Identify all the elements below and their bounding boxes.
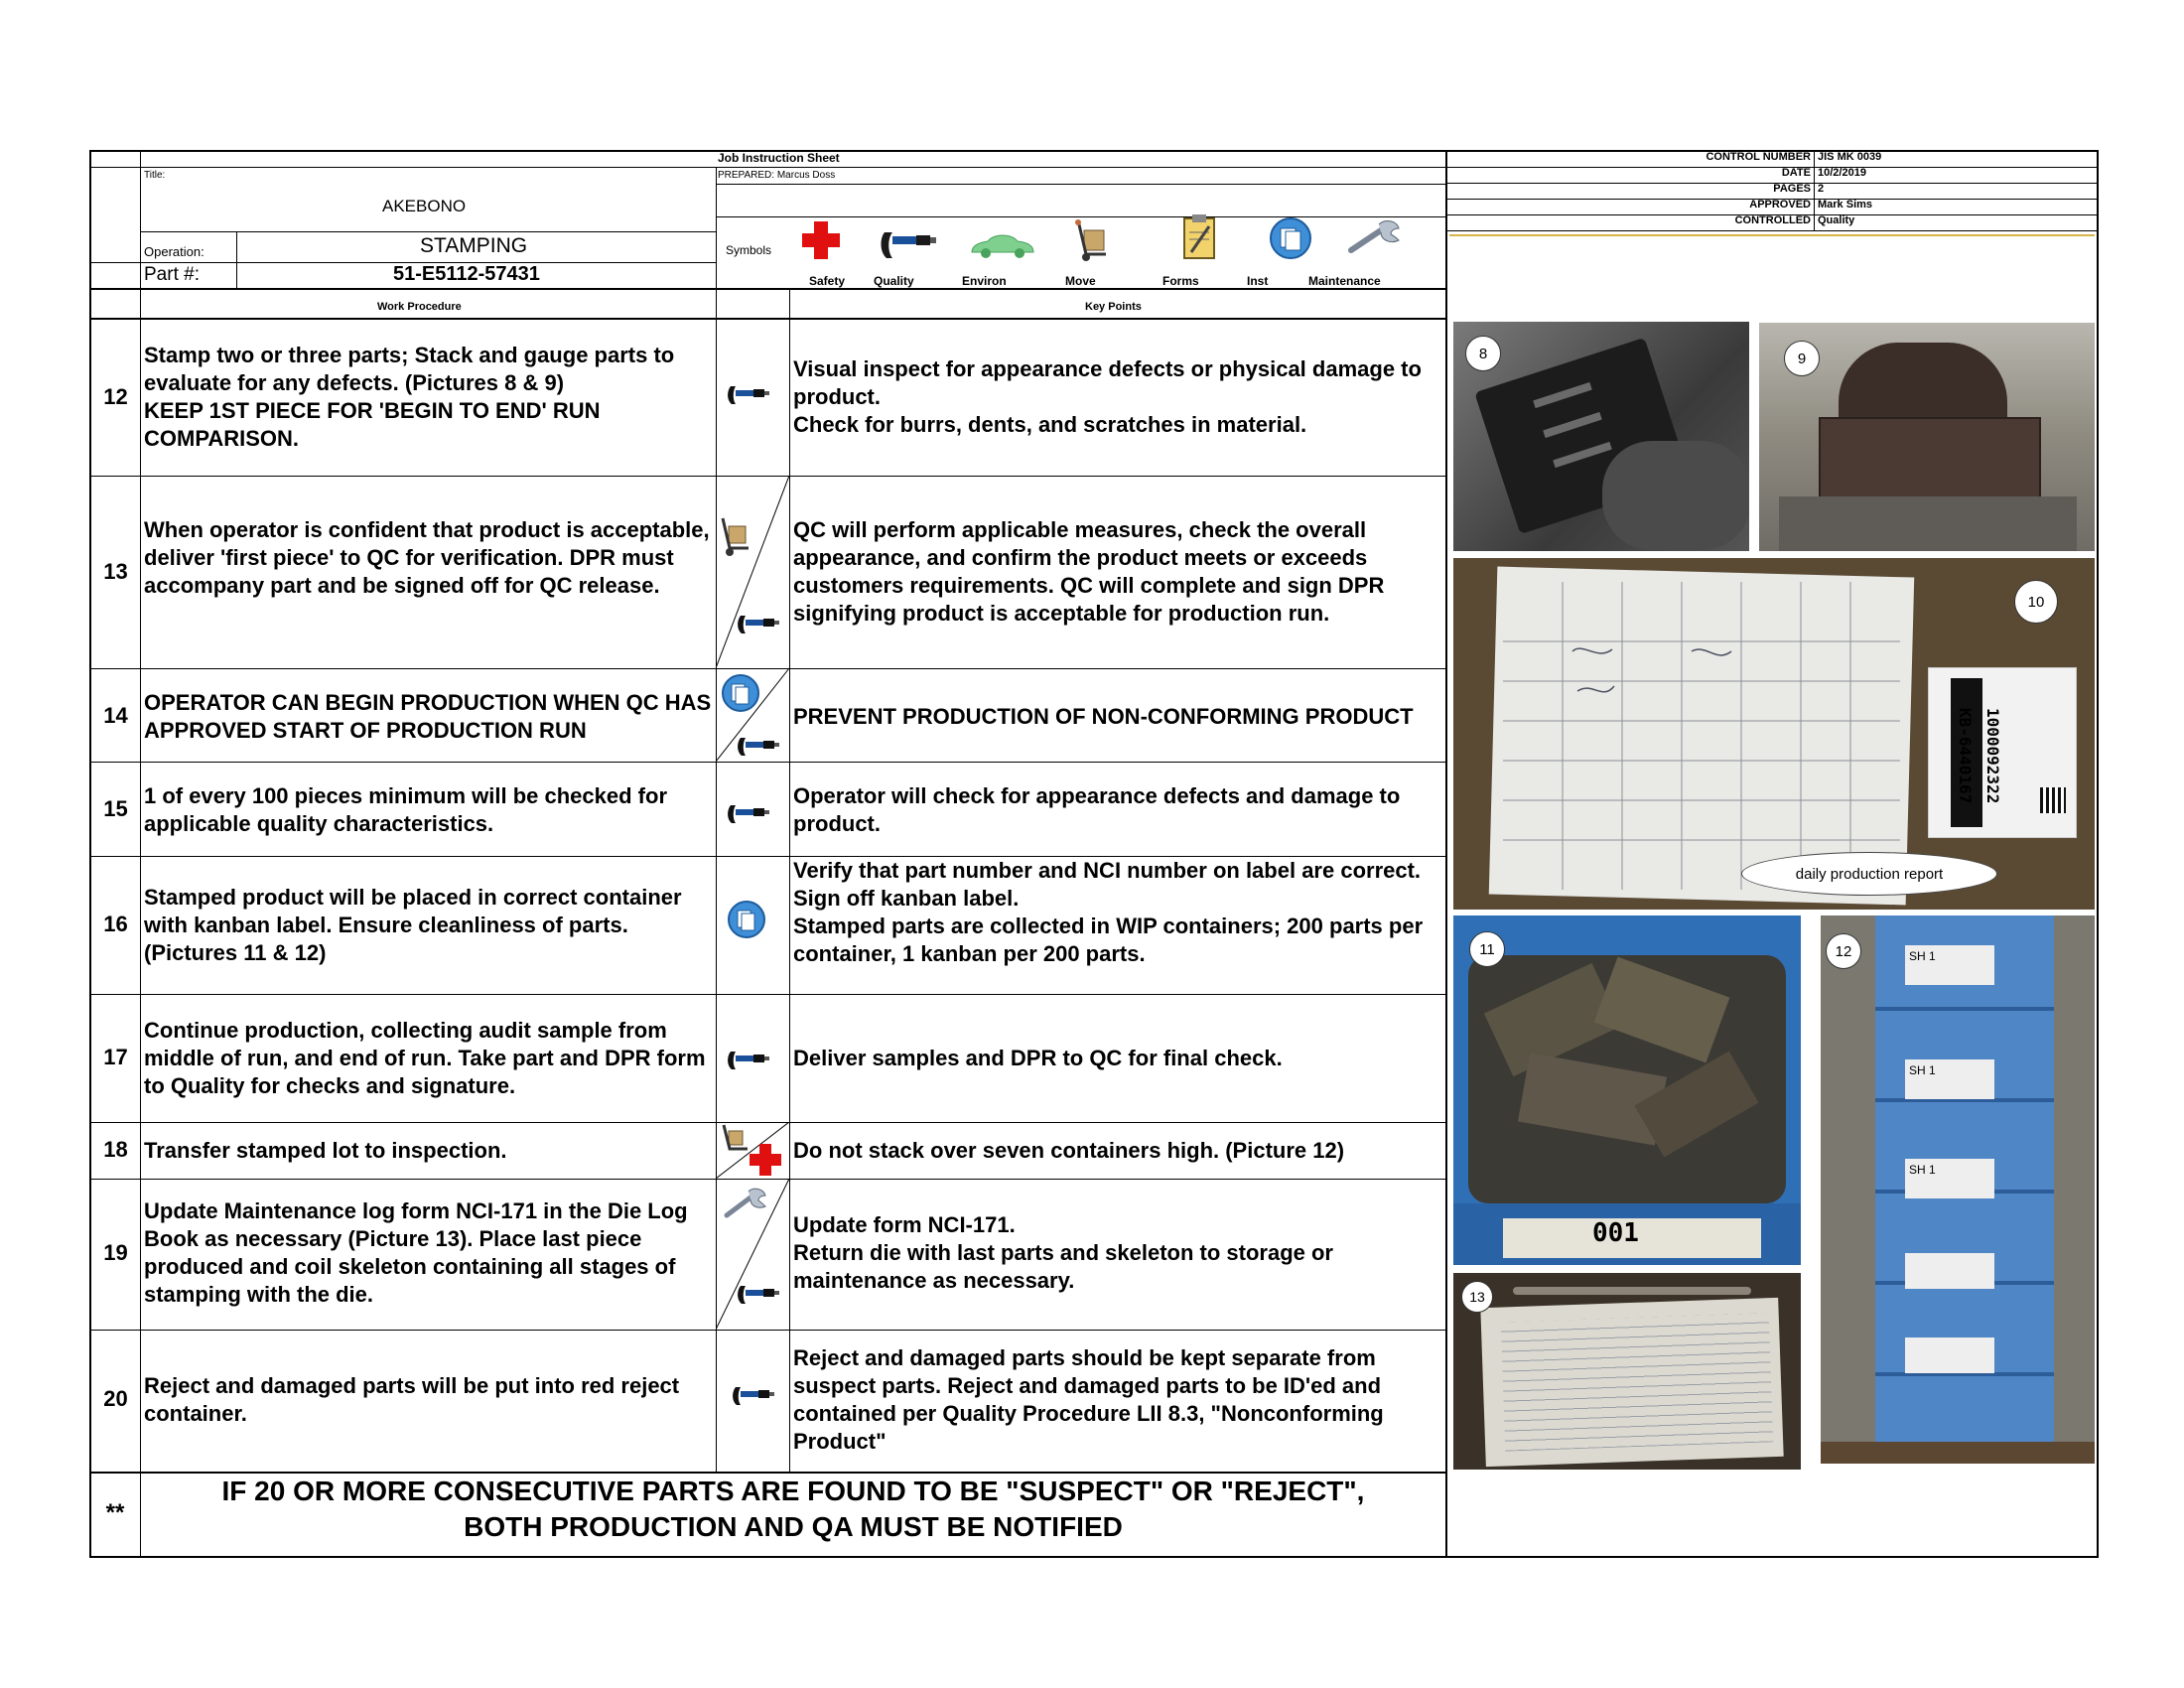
step-16-key-points: Verify that part number and NCI number on label are correct. Sign off kanban label. Stamped parts are collected in WIP containers; 200 parts per container, 1 kanban per 200 parts. — [793, 858, 1424, 966]
title-label: Title: — [144, 170, 166, 181]
quality-icon — [727, 383, 770, 407]
kanban-label: KB-6440167 1000092322 — [1928, 667, 2077, 838]
step-15-key-points: Operator will check for appearance defects and damage to product. — [793, 783, 1401, 836]
pages-label: PAGES — [1773, 183, 1811, 195]
photo-11-parts-in-bin — [1453, 915, 1801, 1265]
clipboard-icon — [1181, 212, 1217, 260]
photo-8-gloved-part — [1453, 322, 1749, 551]
photo-12-stacked-containers: SH 1 SH 1 SH 1 12 — [1821, 915, 2095, 1464]
inst-icon — [727, 900, 766, 939]
operation-value: STAMPING — [420, 234, 528, 257]
company-name: AKEBONO — [382, 197, 467, 215]
control-number: JIS MK 0039 — [1818, 151, 1882, 163]
step-16-procedure: Stamped product will be placed in correct container with kanban label. Ensure cleanliness of parts. (Pictures 11 & 12) — [144, 885, 682, 965]
photo-badge-12: 12 — [1826, 933, 1861, 969]
control-number-label: CONTROL NUMBER — [1706, 151, 1811, 163]
footer-warning-line1: IF 20 OR MORE CONSECUTIVE PARTS ARE FOUND TO BE "SUSPECT" OR "REJECT", — [221, 1476, 1365, 1506]
quality-icon — [727, 1049, 770, 1072]
step-14-procedure: OPERATOR CAN BEGIN PRODUCTION WHEN QC HAS APPROVED START OF PRODUCTION RUN — [144, 690, 712, 743]
step-13-procedure: When operator is confident that product is acceptable, deliver 'first piece' to QC for verification. DPR must accompany part and be signed off for QC release. — [144, 517, 710, 598]
maintenance-icon — [723, 1188, 768, 1219]
step-18-procedure: Transfer stamped lot to inspection. — [144, 1138, 507, 1163]
symbol-label-move: Move — [1065, 274, 1096, 288]
approved-label: APPROVED — [1749, 199, 1811, 211]
step-number-17: 17 — [103, 1045, 128, 1069]
green-car-icon — [968, 230, 1037, 260]
step-14-key-points: PREVENT PRODUCTION OF NON-CONFORMING PRODUCT — [793, 704, 1414, 729]
wrench-icon — [1345, 218, 1405, 258]
operation-label: Operation: — [144, 244, 205, 259]
symbol-label-maintenance: Maintenance — [1308, 274, 1381, 288]
photo-10-daily-production-report — [1453, 558, 2095, 910]
pages-value: 2 — [1818, 183, 1825, 195]
step-15-procedure: 1 of every 100 pieces minimum will be checked for applicable quality characteristics. — [144, 783, 668, 836]
step-12-procedure: Stamp two or three parts; Stack and gauge parts to evaluate for any defects. (Pictures 8 & 9) KEEP 1ST PIECE FOR 'BEGIN TO END' RUN COMPARISON. — [144, 343, 675, 451]
quality-icon — [732, 1384, 775, 1408]
key-points-header: Key Points — [1085, 301, 1142, 313]
document-circle-icon — [1269, 216, 1312, 260]
step-number-19: 19 — [103, 1240, 128, 1265]
date-value: 10/2/2019 — [1818, 167, 1866, 179]
photo-area-top — [1449, 234, 2095, 320]
symbols-label: Symbols — [726, 243, 772, 257]
photo-badge-10: 10 — [2014, 580, 2058, 624]
prepared-label: PREPARED: Marcus Doss — [718, 170, 836, 181]
step-17-procedure: Continue production, collecting audit sample from middle of run, and end of run. Take part and DPR form to Quality for checks and signature. — [144, 1018, 706, 1098]
photo-badge-9: 9 — [1784, 341, 1820, 376]
step-number-20: 20 — [103, 1386, 128, 1411]
bin-label-text: 001 — [1503, 1218, 1761, 1258]
prepared-by: Marcus Doss — [776, 170, 836, 181]
quality-icon — [727, 802, 770, 826]
symbol-label-forms: Forms — [1162, 274, 1199, 288]
symbol-label-quality: Quality — [874, 274, 914, 288]
move-icon — [719, 516, 752, 558]
symbol-label-inst: Inst — [1247, 274, 1269, 288]
step-number-16: 16 — [103, 912, 128, 936]
photo-9-stack-gauge — [1759, 323, 2095, 551]
part-label: Part #: — [144, 264, 200, 285]
approved-value: Mark Sims — [1818, 199, 1873, 211]
micrometer-icon — [879, 226, 938, 262]
sheet-title: Job Instruction Sheet — [718, 151, 840, 165]
step-number-15: 15 — [103, 796, 128, 821]
quality-icon — [737, 1283, 780, 1307]
symbol-label-safety: Safety — [809, 274, 846, 288]
safety-icon — [748, 1142, 783, 1178]
step-number-14: 14 — [103, 703, 128, 728]
quality-icon — [737, 735, 780, 759]
part-number: 51-E5112-57431 — [393, 263, 540, 285]
controlled-value: Quality — [1818, 214, 1855, 226]
footer-warning-line2: BOTH PRODUCTION AND QA MUST BE NOTIFIED — [464, 1511, 1123, 1542]
step-number-12: 12 — [103, 384, 128, 409]
date-label: DATE — [1781, 167, 1811, 179]
step-20-key-points: Reject and damaged parts should be kept separate from suspect parts. Reject and damaged parts to be ID'ed and contained per Quality Procedure LII 8.3, "Nonconforming Product" — [793, 1345, 1384, 1454]
step-12-key-points: Visual inspect for appearance defects or physical damage to product. Check for burrs, dents, and scratches in material. — [793, 356, 1422, 437]
photo-badge-8: 8 — [1465, 336, 1501, 371]
step-19-procedure: Update Maintenance log form NCI-171 in the Die Log Book as necessary (Picture 13). Place last piece produced and coil skeleton containing all stages of stamping with the die. — [144, 1198, 688, 1307]
inst-icon — [721, 673, 760, 713]
symbol-label-environ: Environ — [962, 274, 1007, 288]
step-18-key-points: Do not stack over seven containers high. (Picture 12) — [793, 1138, 1345, 1163]
quality-icon — [737, 613, 780, 636]
photo-13-die-log-book — [1453, 1273, 1801, 1470]
step-number-18: 18 — [103, 1137, 128, 1162]
step-17-key-points: Deliver samples and DPR to QC for final check. — [793, 1046, 1283, 1070]
step-13-key-points: QC will perform applicable measures, check the overall appearance, and confirm the product meets or exceeds customers requirements. QC will complete and sign DPR signifying product is acceptable for production run. — [793, 517, 1385, 626]
photo-badge-11: 11 — [1469, 931, 1505, 967]
step-19-key-points: Update form NCI-171. Return die with last parts and skeleton to storage or maintenance as necessary. — [793, 1212, 1333, 1293]
controlled-label: CONTROLLED — [1734, 214, 1811, 226]
report-grid — [1503, 582, 1900, 890]
step-number-13: 13 — [103, 559, 128, 584]
hand-truck-icon — [1072, 218, 1112, 262]
move-icon — [721, 1124, 751, 1154]
photo-10-caption: daily production report — [1741, 852, 1997, 896]
footer-marker: ** — [105, 1499, 125, 1526]
work-procedure-header: Work Procedure — [377, 301, 462, 313]
red-cross-icon — [799, 218, 843, 262]
photo-badge-13: 13 — [1461, 1281, 1493, 1313]
step-20-procedure: Reject and damaged parts will be put into red reject container. — [144, 1373, 680, 1426]
